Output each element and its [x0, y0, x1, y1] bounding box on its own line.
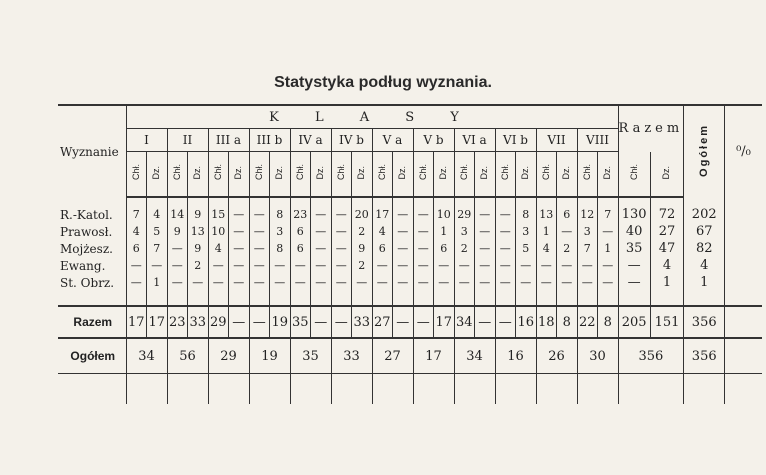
- sub-header-label: Dz.: [561, 165, 572, 180]
- statistics-table: [58, 104, 762, 404]
- table-cell: —: [290, 274, 311, 291]
- sub-header-label: Chł.: [458, 164, 469, 181]
- table-cell: —: [413, 206, 434, 223]
- table-cell: 17: [372, 206, 393, 223]
- table-cell: —: [413, 274, 434, 291]
- razem-cell: 23: [167, 306, 188, 338]
- table-cell: 4: [208, 240, 229, 257]
- class-header: IV b: [331, 129, 372, 152]
- table-cell: 1: [536, 223, 557, 240]
- table-cell: 6: [557, 206, 578, 223]
- sub-header-dz: [393, 152, 414, 198]
- sub-header-dz: [352, 152, 373, 198]
- table-cell: —: [393, 240, 414, 257]
- ogolem-class-cell: 16: [495, 338, 536, 374]
- ogolem-cell: 4: [684, 257, 725, 274]
- table-cell: —: [536, 257, 557, 274]
- sub-header-label: Chł.: [628, 164, 639, 181]
- razem-sub-chl: [618, 152, 650, 198]
- header-ogolem-label: Ogółem: [697, 123, 710, 177]
- sub-header-label: Chł.: [253, 164, 264, 181]
- row-label: St. Obrz.: [60, 275, 115, 290]
- razem-dz-cell: 1: [650, 274, 683, 291]
- sub-header-chl: [249, 152, 270, 198]
- razem-cell: —: [393, 306, 414, 338]
- sub-header-label: Chł.: [335, 164, 346, 181]
- percent-cell: [725, 223, 762, 240]
- table-cell: —: [393, 274, 414, 291]
- table-cell: 13: [188, 223, 209, 240]
- sub-header-label: Dz.: [192, 165, 203, 180]
- table-cell: 14: [167, 206, 188, 223]
- sub-header-label: Dz.: [661, 165, 672, 179]
- class-header: VIII: [577, 129, 618, 152]
- table-row: [58, 257, 762, 274]
- table-cell: 4: [126, 223, 147, 240]
- sub-header-dz: [598, 152, 619, 198]
- table-cell: —: [249, 223, 270, 240]
- table-cell: 20: [352, 206, 373, 223]
- table-cell: 7: [126, 206, 147, 223]
- table-row: [58, 240, 762, 257]
- razem-cell: 29: [208, 306, 229, 338]
- table-cell: 4: [147, 206, 168, 223]
- table-cell: 7: [147, 240, 168, 257]
- header-klasy: K L A S Y: [126, 105, 618, 129]
- table-cell: —: [393, 223, 414, 240]
- razem-total-chl: 205: [618, 306, 650, 338]
- table-cell: 12: [577, 206, 598, 223]
- table-cell: —: [290, 257, 311, 274]
- table-cell: 2: [352, 257, 373, 274]
- sub-header-chl: [126, 152, 147, 198]
- table-cell: —: [147, 257, 168, 274]
- table-cell: 9: [352, 240, 373, 257]
- table-cell: —: [167, 240, 188, 257]
- table-cell: 4: [536, 240, 557, 257]
- razem-row-label: Razem: [58, 306, 126, 338]
- table-cell: —: [249, 274, 270, 291]
- table-cell: 9: [167, 223, 188, 240]
- table-cell: 13: [536, 206, 557, 223]
- sub-header-chl: [331, 152, 352, 198]
- ogolem-class-cell: 17: [413, 338, 454, 374]
- razem-cell: —: [311, 306, 332, 338]
- table-cell: 6: [126, 240, 147, 257]
- razem-cell: 19: [270, 306, 291, 338]
- table-cell: —: [577, 257, 598, 274]
- sub-header-chl: [536, 152, 557, 198]
- class-header: IV a: [290, 129, 331, 152]
- row-label: R.-Katol.: [60, 207, 113, 222]
- razem-sub-dz: [650, 152, 683, 198]
- razem-cell: —: [495, 306, 516, 338]
- table-cell: 8: [516, 206, 537, 223]
- table-cell: —: [475, 206, 496, 223]
- table-cell: —: [393, 257, 414, 274]
- sub-header-dz: [557, 152, 578, 198]
- sub-header-dz: [434, 152, 455, 198]
- table-cell: 2: [352, 223, 373, 240]
- table-cell: —: [352, 274, 373, 291]
- table-cell: —: [311, 274, 332, 291]
- razem-cell: 8: [598, 306, 619, 338]
- razem-dz-cell: 27: [650, 223, 683, 240]
- razem-cell: 33: [352, 306, 373, 338]
- table-cell: —: [331, 240, 352, 257]
- table-cell: —: [229, 240, 250, 257]
- table-cell: —: [536, 274, 557, 291]
- table-cell: —: [598, 274, 619, 291]
- sub-header-label: Chł.: [376, 164, 387, 181]
- page-title: Statystyka podług wyznania.: [274, 74, 492, 91]
- table-cell: —: [598, 257, 619, 274]
- table-cell: —: [495, 274, 516, 291]
- sub-header-chl: [454, 152, 475, 198]
- table-cell: —: [249, 206, 270, 223]
- table-cell: —: [167, 274, 188, 291]
- table-cell: 9: [188, 206, 209, 223]
- razem-total-ogolem: 356: [684, 306, 725, 338]
- class-header: VII: [536, 129, 577, 152]
- sub-header-label: Chł.: [417, 164, 428, 181]
- table-cell: 10: [208, 223, 229, 240]
- ogolem-class-cell: 35: [290, 338, 331, 374]
- table-cell: —: [557, 274, 578, 291]
- table-cell: 7: [577, 240, 598, 257]
- class-header: V b: [413, 129, 454, 152]
- sub-header-label: Dz.: [315, 165, 326, 180]
- table-cell: 6: [372, 240, 393, 257]
- sub-header-label: Dz.: [356, 165, 367, 180]
- row-label: Ewang.: [60, 258, 106, 273]
- razem-dz-cell: 72: [650, 206, 683, 223]
- ogolem-class-cell: 34: [126, 338, 167, 374]
- percent-cell: [725, 206, 762, 223]
- table-cell: —: [229, 257, 250, 274]
- header-ogolem: [684, 105, 725, 197]
- sub-header-label: Chł.: [212, 164, 223, 181]
- table-cell: 1: [147, 274, 168, 291]
- sub-header-dz: [516, 152, 537, 198]
- table-cell: —: [229, 223, 250, 240]
- razem-total-dz: 151: [650, 306, 683, 338]
- sub-header-label: Dz.: [479, 165, 490, 180]
- ogolem-class-cell: 34: [454, 338, 495, 374]
- razem-cell: —: [229, 306, 250, 338]
- sub-header-label: Dz.: [274, 165, 285, 180]
- sub-header-label: Dz.: [233, 165, 244, 180]
- row-label: Prawosł.: [60, 224, 113, 239]
- sub-header-dz: [311, 152, 332, 198]
- table-cell: 6: [290, 240, 311, 257]
- ogolem-class-cell: 19: [249, 338, 290, 374]
- sub-header-chl: [413, 152, 434, 198]
- header-razem: Razem: [618, 105, 684, 152]
- table-cell: —: [270, 257, 291, 274]
- table-cell: —: [126, 257, 147, 274]
- table-cell: —: [495, 257, 516, 274]
- sub-header-dz: [229, 152, 250, 198]
- table-cell: —: [495, 223, 516, 240]
- razem-dz-cell: 47: [650, 240, 683, 257]
- table-cell: 23: [290, 206, 311, 223]
- ogolem-row-label: Ogółem: [58, 338, 126, 374]
- table-cell: —: [475, 223, 496, 240]
- table-row: [58, 206, 762, 223]
- table-cell: 3: [270, 223, 291, 240]
- table-cell: 7: [598, 206, 619, 223]
- ogolem-class-cell: 56: [167, 338, 208, 374]
- class-header: II: [167, 129, 208, 152]
- table-cell: —: [516, 274, 537, 291]
- table-cell: —: [167, 257, 188, 274]
- table-cell: —: [270, 274, 291, 291]
- razem-chl-cell: 40: [618, 223, 650, 240]
- razem-cell: 27: [372, 306, 393, 338]
- sub-header-label: Dz.: [151, 165, 162, 180]
- sub-header-label: Dz.: [397, 165, 408, 180]
- class-header: VI a: [454, 129, 495, 152]
- table-cell: —: [495, 206, 516, 223]
- table-cell: —: [475, 240, 496, 257]
- table-cell: —: [577, 274, 598, 291]
- razem-dz-cell: 4: [650, 257, 683, 274]
- table-cell: 2: [454, 240, 475, 257]
- sub-header-chl: [290, 152, 311, 198]
- header-percent: ⁰/₀: [725, 105, 762, 197]
- razem-cell: 17: [147, 306, 168, 338]
- table-cell: —: [229, 206, 250, 223]
- razem-cell: —: [249, 306, 270, 338]
- table-cell: 3: [577, 223, 598, 240]
- table-cell: 6: [434, 240, 455, 257]
- razem-cell: —: [413, 306, 434, 338]
- table-cell: —: [598, 223, 619, 240]
- table-cell: —: [495, 240, 516, 257]
- sub-header-label: Chł.: [540, 164, 551, 181]
- table-cell: —: [311, 257, 332, 274]
- ogolem-total-cell: 356: [684, 338, 725, 374]
- table-cell: 5: [516, 240, 537, 257]
- class-header: III a: [208, 129, 249, 152]
- table-cell: —: [372, 274, 393, 291]
- sub-header-chl: [167, 152, 188, 198]
- table-cell: —: [475, 274, 496, 291]
- sub-header-dz: [475, 152, 496, 198]
- ogolem-cell: 67: [684, 223, 725, 240]
- table-cell: 8: [270, 206, 291, 223]
- percent-cell: [725, 240, 762, 257]
- ogolem-class-cell: 26: [536, 338, 577, 374]
- razem-cell: 8: [557, 306, 578, 338]
- razem-chl-cell: —: [618, 274, 650, 291]
- table-cell: —: [311, 240, 332, 257]
- table-cell: —: [249, 257, 270, 274]
- razem-cell: 17: [126, 306, 147, 338]
- ogolem-class-cell: 27: [372, 338, 413, 374]
- table-cell: —: [208, 257, 229, 274]
- table-cell: —: [126, 274, 147, 291]
- table-cell: —: [249, 240, 270, 257]
- razem-chl-cell: —: [618, 257, 650, 274]
- razem-cell: 16: [516, 306, 537, 338]
- table-cell: 2: [188, 257, 209, 274]
- table-cell: —: [229, 274, 250, 291]
- table-cell: 9: [188, 240, 209, 257]
- sub-header-chl: [372, 152, 393, 198]
- sub-header-label: Dz.: [438, 165, 449, 180]
- table-row: [58, 223, 762, 240]
- table-cell: —: [331, 257, 352, 274]
- table-cell: 4: [372, 223, 393, 240]
- table-cell: —: [454, 274, 475, 291]
- razem-cell: 34: [454, 306, 475, 338]
- class-header: I: [126, 129, 167, 152]
- sub-header-label: Chł.: [499, 164, 510, 181]
- ogolem-class-cell: 33: [331, 338, 372, 374]
- class-header: V a: [372, 129, 413, 152]
- ogolem-razem-cell: 356: [618, 338, 684, 374]
- sub-header-label: Dz.: [602, 165, 613, 180]
- table-cell: 10: [434, 206, 455, 223]
- table-cell: 15: [208, 206, 229, 223]
- table-cell: —: [413, 223, 434, 240]
- sub-header-label: Chł.: [294, 164, 305, 181]
- ogolem-cell: 202: [684, 206, 725, 223]
- sub-header-dz: [188, 152, 209, 198]
- table-cell: 3: [454, 223, 475, 240]
- table-cell: —: [331, 223, 352, 240]
- table-cell: —: [393, 206, 414, 223]
- table-cell: —: [331, 274, 352, 291]
- table-cell: 3: [516, 223, 537, 240]
- sub-header-dz: [270, 152, 291, 198]
- table-cell: 5: [147, 223, 168, 240]
- sub-header-label: Chł.: [581, 164, 592, 181]
- sub-header-label: Dz.: [520, 165, 531, 180]
- sub-header-chl: [495, 152, 516, 198]
- razem-cell: —: [331, 306, 352, 338]
- razem-cell: 33: [188, 306, 209, 338]
- ogolem-class-cell: 29: [208, 338, 249, 374]
- table-cell: 6: [290, 223, 311, 240]
- table-cell: —: [434, 274, 455, 291]
- table-cell: —: [516, 257, 537, 274]
- class-header: VI b: [495, 129, 536, 152]
- table-cell: 1: [434, 223, 455, 240]
- table-cell: 2: [557, 240, 578, 257]
- row-label: Mojżesz.: [60, 241, 113, 256]
- header-wyznanie: Wyznanie: [58, 105, 126, 197]
- table-cell: —: [413, 257, 434, 274]
- razem-cell: 18: [536, 306, 557, 338]
- razem-chl-cell: 35: [618, 240, 650, 257]
- table-cell: 1: [598, 240, 619, 257]
- table-cell: —: [311, 206, 332, 223]
- table-cell: —: [188, 274, 209, 291]
- razem-chl-cell: 130: [618, 206, 650, 223]
- table-cell: —: [372, 257, 393, 274]
- razem-cell: 35: [290, 306, 311, 338]
- ogolem-row: [58, 338, 762, 374]
- sub-header-dz: [147, 152, 168, 198]
- table-cell: —: [208, 274, 229, 291]
- table-cell: —: [475, 257, 496, 274]
- razem-cell: 22: [577, 306, 598, 338]
- table-cell: —: [434, 257, 455, 274]
- table-cell: —: [454, 257, 475, 274]
- table-cell: —: [413, 240, 434, 257]
- table-cell: 29: [454, 206, 475, 223]
- razem-cell: —: [475, 306, 496, 338]
- sub-header-chl: [577, 152, 598, 198]
- sub-header-chl: [208, 152, 229, 198]
- ogolem-cell: 82: [684, 240, 725, 257]
- table-cell: —: [557, 223, 578, 240]
- sub-header-label: Chł.: [130, 164, 141, 181]
- table-row: [58, 274, 762, 291]
- table-cell: —: [311, 223, 332, 240]
- class-header: III b: [249, 129, 290, 152]
- table-cell: 8: [270, 240, 291, 257]
- table-cell: —: [331, 206, 352, 223]
- ogolem-cell: 1: [684, 274, 725, 291]
- razem-cell: 17: [434, 306, 455, 338]
- sub-header-label: Chł.: [171, 164, 182, 181]
- razem-row: [58, 306, 762, 338]
- table-cell: —: [557, 257, 578, 274]
- ogolem-class-cell: 30: [577, 338, 618, 374]
- percent-cell: [725, 274, 762, 291]
- percent-cell: [725, 257, 762, 274]
